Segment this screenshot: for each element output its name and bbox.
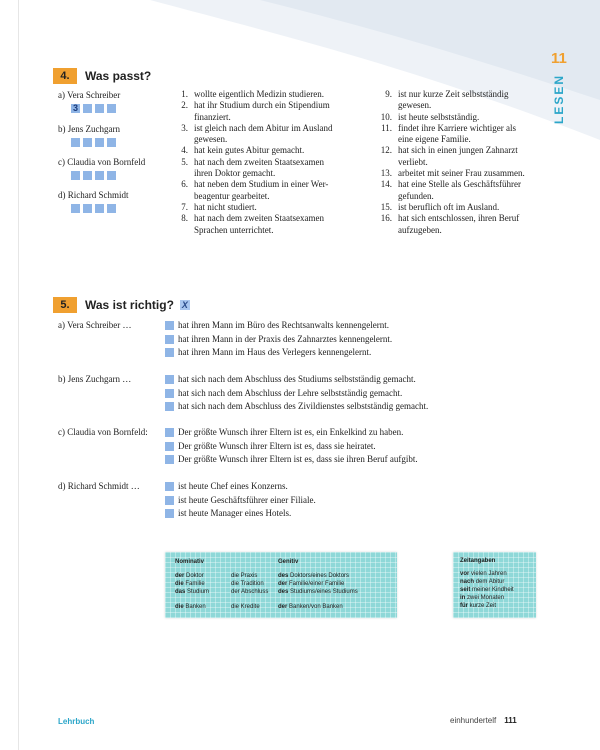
answer-box[interactable] (71, 171, 80, 180)
checkbox[interactable] (165, 509, 174, 518)
option[interactable]: hat ihren Mann im Haus des Verlegers kennengelernt. (165, 346, 392, 360)
answer-box[interactable] (95, 104, 104, 113)
group-person: a) Vera Schreiber … (58, 320, 132, 330)
option[interactable]: hat sich nach dem Abschluss der Lehre selbstständig gemacht. (165, 387, 428, 401)
genitiv-column: des Doktors/eines Doktors der Familie/einer Familie des Studiums/eines Studiums der Banken/von Banken (278, 573, 358, 610)
checkbox[interactable] (165, 442, 174, 451)
option[interactable]: Der größte Wunsch ihrer Eltern ist es, dass sie heiratet. (165, 440, 418, 454)
statements-column-1 (172, 89, 362, 236)
statement: 11. findet ihre Karriere wichtiger als eine eigene Familie. (381, 122, 516, 145)
option[interactable]: ist heute Chef eines Konzerns. (165, 480, 316, 494)
checkbox[interactable] (165, 428, 174, 437)
group-person: c) Claudia von Bornfeld: (58, 427, 148, 437)
option[interactable]: Der größte Wunsch ihrer Eltern ist es, dass sie ihren Beruf aufgibt. (165, 453, 418, 467)
statements-column-2 (376, 89, 556, 236)
statement: 7. hat nicht studiert. (181, 201, 257, 212)
answer-box[interactable] (83, 104, 92, 113)
answer-box[interactable] (71, 138, 80, 147)
statement: 9. ist nur kurze Zeit selbstständig gewesen. (385, 89, 509, 111)
checkbox[interactable] (165, 455, 174, 464)
time-box-title: Zeitangaben (460, 558, 496, 564)
statement: 4. hat kein gutes Abitur gemacht. (181, 145, 305, 156)
option[interactable]: hat ihren Mann im Büro des Rechtsanwalts kennengelernt. (165, 319, 392, 333)
footer-book-label: Lehrbuch (58, 717, 95, 726)
statement: 1. wollte eigentlich Medizin studieren. (181, 89, 324, 99)
group-person: d) Richard Schmidt … (58, 481, 140, 491)
footer-page (450, 716, 517, 725)
checkbox[interactable] (165, 482, 174, 491)
statement: 13. arbeitet mit seiner Frau zusammen. (380, 168, 525, 179)
checkbox[interactable] (165, 389, 174, 398)
statement: 3. ist gleich nach dem Abitur im Ausland gewesen. (181, 122, 333, 145)
task4-person-c (58, 157, 145, 180)
answer-box[interactable] (71, 204, 80, 213)
grammar-box (165, 552, 397, 618)
genitiv-heading: Genitiv (278, 559, 299, 565)
answer-box[interactable] (83, 204, 92, 213)
option[interactable]: Der größte Wunsch ihrer Eltern ist es, ein Enkelkind zu haben. (165, 426, 418, 440)
task5-header (53, 297, 190, 313)
example-column: die Praxis die Tradition der Abschluss die Kredite (231, 573, 269, 610)
answer-box[interactable] (107, 171, 116, 180)
chapter-label: LESEN (552, 74, 566, 125)
option[interactable]: hat ihren Mann in der Praxis des Zahnarztes kennengelernt. (165, 333, 392, 347)
statement: 16. hat sich entschlossen, ihren Beruf aufzugeben. (380, 213, 520, 235)
statement: 12. hat sich in einen jungen Zahnarzt verliebt. (380, 145, 518, 167)
nominativ-heading: Nominativ (175, 559, 205, 565)
option[interactable]: ist heute Geschäftsführer einer Filiale. (165, 494, 316, 508)
answer-box[interactable]: 3 (72, 103, 78, 114)
task4-title: Was passt? (85, 69, 152, 83)
statement: 14. hat eine Stelle als Geschäftsführer gefunden. (380, 179, 521, 201)
answer-box[interactable] (107, 104, 116, 113)
task5-title: Was ist richtig? (85, 298, 174, 312)
statement: 2. hat ihr Studium durch ein Stipendium finanziert. (181, 100, 330, 122)
statement: 6. hat neben dem Studium in einer Wer- beagentur gearbeitet. (181, 179, 329, 201)
group-person: b) Jens Zuchgarn … (58, 374, 132, 384)
checkbox[interactable] (165, 335, 174, 344)
task4-person-a (58, 90, 120, 113)
checkbox[interactable] (165, 402, 174, 411)
page-number-word: einhundertelf (450, 716, 497, 725)
cross-icon: X (181, 300, 188, 310)
person-label: a) Vera Schreiber (58, 90, 121, 100)
statement: 8. hat nach dem zweiten Staatsexamen Sprachen unterrichtet. (181, 213, 324, 235)
page-number: 111 (504, 716, 517, 725)
option[interactable]: hat sich nach dem Abschluss des Zivildienstes selbstständig gemacht. (165, 400, 428, 414)
checkbox[interactable] (165, 496, 174, 505)
answer-box[interactable] (107, 204, 116, 213)
task4-number: 4. (53, 68, 77, 84)
task4-header (53, 68, 151, 84)
person-label: d) Richard Schmidt (58, 190, 129, 200)
checkbox[interactable] (165, 348, 174, 357)
answer-box[interactable] (107, 138, 116, 147)
nominativ-column: der Doktor die Familie das Studium die Banken (175, 573, 210, 610)
person-label: c) Claudia von Bornfeld (58, 157, 146, 167)
checkbox[interactable] (165, 321, 174, 330)
statement: 10. ist heute selbstständig. (380, 111, 480, 122)
answer-box[interactable] (83, 138, 92, 147)
answer-box[interactable] (95, 204, 104, 213)
task4-person-d (58, 190, 129, 213)
answer-box[interactable] (83, 171, 92, 180)
option[interactable]: hat sich nach dem Abschluss des Studiums selbstständig gemacht. (165, 373, 428, 387)
time-box-lines: vor vielen Jahren nach dem Abitur seit meiner Kindheit in zwei Monaten für kurze Zeit (460, 571, 514, 609)
task4-person-b (58, 124, 120, 147)
time-expressions-box (453, 552, 536, 618)
option[interactable]: ist heute Manager eines Hotels. (165, 507, 316, 521)
checkbox[interactable] (165, 375, 174, 384)
statement: 5. hat nach dem zweiten Staatsexamen ihren Doktor gemacht. (181, 156, 324, 179)
answer-box[interactable] (95, 138, 104, 147)
task5-number: 5. (53, 297, 77, 313)
statement: 15. ist beruflich oft im Ausland. (380, 201, 500, 212)
answer-box[interactable] (95, 171, 104, 180)
person-label: b) Jens Zuchgarn (58, 124, 120, 134)
chapter-number: 11 (551, 50, 567, 67)
